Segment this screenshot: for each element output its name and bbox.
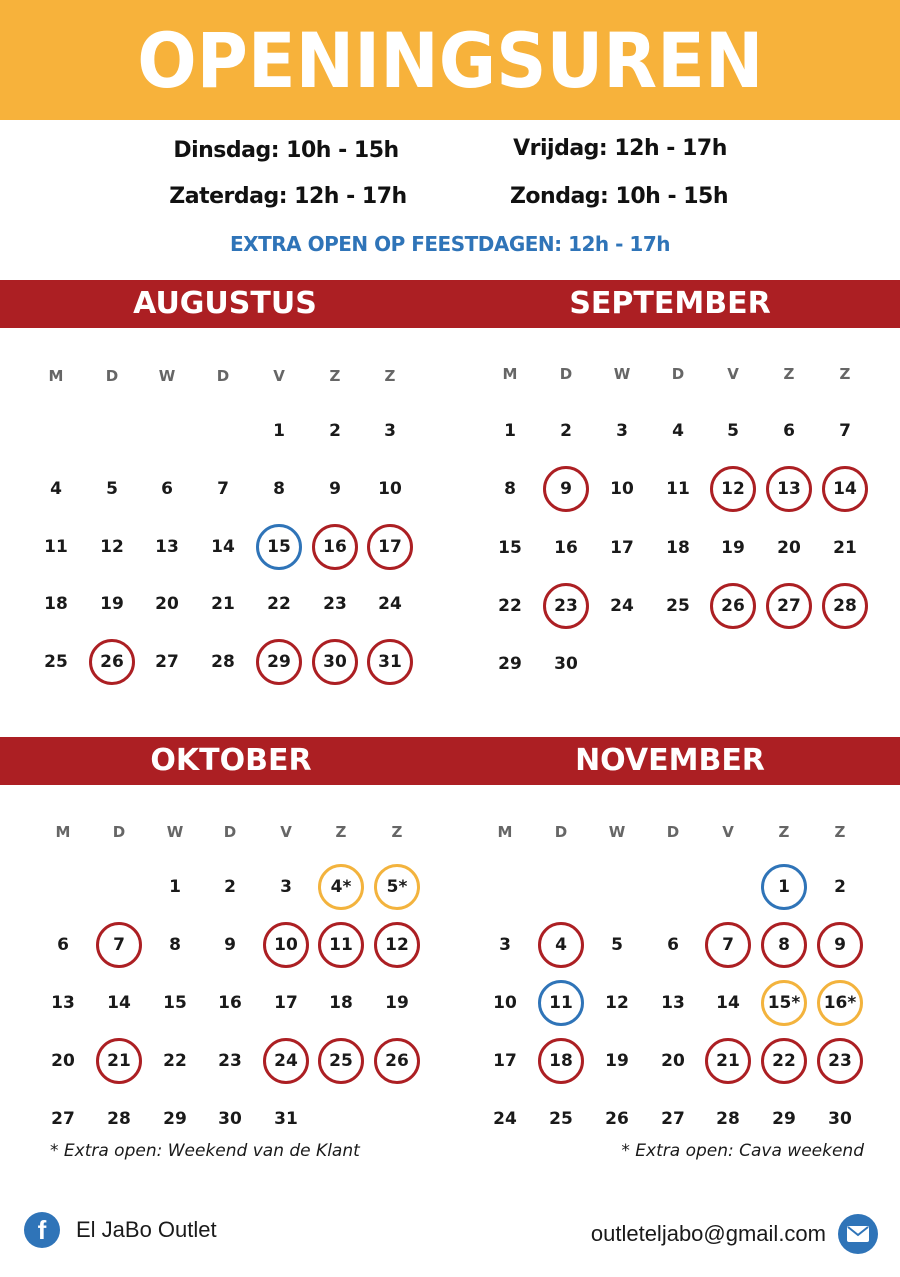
weekday-header: M [48, 367, 64, 385]
day-september-14: 14 [822, 466, 868, 512]
day-september-29: 29 [498, 654, 522, 675]
day-november-12: 12 [605, 993, 629, 1013]
day-september-25: 25 [666, 595, 690, 616]
day-september-5: 5 [727, 421, 739, 441]
day-august-31: 31 [367, 639, 413, 685]
day-november-25: 25 [549, 1109, 573, 1129]
weekday-header: W [158, 367, 176, 385]
email-link[interactable] [591, 1214, 878, 1254]
day-september-15: 15 [498, 537, 522, 558]
facebook-name: El JaBo Outlet [76, 1217, 217, 1242]
day-september-30: 30 [554, 654, 578, 675]
day-october-10: 10 [263, 922, 309, 968]
day-november-7: 7 [705, 922, 751, 968]
day-august-22: 22 [267, 594, 291, 615]
weekday-header: Z [778, 823, 790, 841]
day-october-2: 2 [224, 877, 236, 897]
day-november-20: 20 [661, 1051, 685, 1071]
day-october-18: 18 [329, 993, 353, 1013]
day-november-30: 30 [828, 1109, 852, 1129]
day-september-9: 9 [543, 466, 589, 512]
day-november-11: 11 [538, 980, 584, 1026]
day-august-5: 5 [106, 478, 118, 499]
weekday-header: V [727, 365, 739, 383]
day-september-21: 21 [833, 537, 857, 558]
weekday-header: D [671, 365, 685, 383]
weekday-header: Z [783, 365, 795, 383]
note-october: * Extra open: Weekend van de Klant [50, 1141, 360, 1161]
day-october-11: 11 [318, 922, 364, 968]
day-november-27: 27 [661, 1109, 685, 1129]
day-november-1: 1 [761, 864, 807, 910]
day-september-4: 4 [672, 421, 684, 441]
day-october-16: 16 [218, 993, 242, 1013]
day-november-23: 23 [817, 1038, 863, 1084]
day-august-26: 26 [89, 639, 135, 685]
day-september-16: 16 [554, 537, 578, 558]
day-august-15: 15 [256, 524, 302, 570]
month-bar-bottom [0, 737, 900, 785]
day-september-22: 22 [498, 595, 522, 616]
day-october-20: 20 [51, 1051, 75, 1071]
facebook-icon: f [24, 1212, 60, 1248]
day-october-1: 1 [169, 877, 181, 897]
day-october-21: 21 [96, 1038, 142, 1084]
day-august-18: 18 [44, 594, 68, 615]
envelope-icon [838, 1214, 878, 1254]
day-october-24: 24 [263, 1038, 309, 1084]
weekday-header: M [497, 823, 513, 841]
weekday-header: W [613, 365, 631, 383]
day-october-22: 22 [163, 1051, 187, 1071]
month-title-september: SEPTEMBER [569, 286, 771, 321]
facebook-link[interactable] [24, 1212, 217, 1248]
day-august-30: 30 [312, 639, 358, 685]
weekday-header: V [273, 367, 285, 385]
weekday-header: D [105, 367, 119, 385]
day-october-8: 8 [169, 935, 181, 955]
day-november-19: 19 [605, 1051, 629, 1071]
day-october-3: 3 [280, 877, 292, 897]
day-october-13: 13 [51, 993, 75, 1013]
day-september-24: 24 [610, 595, 634, 616]
extra-holiday-hours: EXTRA OPEN OP FEESTDAGEN: 12h - 17h [230, 232, 670, 256]
day-november-22: 22 [761, 1038, 807, 1084]
day-november-3: 3 [499, 935, 511, 955]
day-august-27: 27 [155, 652, 179, 673]
day-november-17: 17 [493, 1051, 517, 1071]
day-october-19: 19 [385, 993, 409, 1013]
day-august-4: 4 [50, 478, 62, 499]
day-september-27: 27 [766, 583, 812, 629]
weekday-header: Z [384, 367, 396, 385]
page-title: OPENINGSUREN [136, 15, 764, 105]
day-october-14: 14 [107, 993, 131, 1013]
day-october-5: 5* [374, 864, 420, 910]
day-september-10: 10 [610, 479, 634, 500]
day-october-29: 29 [163, 1109, 187, 1129]
day-november-15: 15* [761, 980, 807, 1026]
weekday-header: Z [329, 367, 341, 385]
day-november-10: 10 [493, 993, 517, 1013]
month-bar-top [0, 280, 900, 328]
hours-friday: Vrijdag: 12h - 17h [513, 136, 727, 161]
day-september-2: 2 [560, 421, 572, 441]
weekday-header: M [55, 823, 71, 841]
day-october-12: 12 [374, 922, 420, 968]
email-address: outleteljabo@gmail.com [590, 1221, 826, 1246]
month-title-october: OKTOBER [150, 743, 312, 778]
weekday-header: Z [834, 823, 846, 841]
day-november-9: 9 [817, 922, 863, 968]
weekday-header: W [166, 823, 184, 841]
day-november-16: 16* [817, 980, 863, 1026]
month-title-november: NOVEMBER [575, 743, 765, 778]
weekday-header: Z [335, 823, 347, 841]
day-august-16: 16 [312, 524, 358, 570]
day-august-28: 28 [211, 652, 235, 673]
day-october-7: 7 [96, 922, 142, 968]
day-october-31: 31 [274, 1109, 298, 1129]
header-banner [0, 0, 900, 120]
day-august-23: 23 [323, 594, 347, 615]
day-august-20: 20 [155, 594, 179, 615]
day-november-4: 4 [538, 922, 584, 968]
weekday-header: W [608, 823, 626, 841]
day-november-2: 2 [834, 877, 846, 897]
weekday-header: V [280, 823, 292, 841]
day-october-28: 28 [107, 1109, 131, 1129]
day-august-25: 25 [44, 652, 68, 673]
day-august-10: 10 [378, 478, 402, 499]
day-october-9: 9 [224, 935, 236, 955]
day-august-19: 19 [100, 594, 124, 615]
day-september-20: 20 [777, 537, 801, 558]
day-september-23: 23 [543, 583, 589, 629]
day-august-24: 24 [378, 594, 402, 615]
day-november-18: 18 [538, 1038, 584, 1084]
day-september-7: 7 [839, 421, 851, 441]
day-august-12: 12 [100, 536, 124, 557]
day-november-24: 24 [493, 1109, 517, 1129]
day-october-30: 30 [218, 1109, 242, 1129]
weekday-header: D [559, 365, 573, 383]
weekday-header: Z [839, 365, 851, 383]
day-september-11: 11 [666, 479, 690, 500]
day-september-3: 3 [616, 421, 628, 441]
day-september-19: 19 [721, 537, 745, 558]
day-november-13: 13 [661, 993, 685, 1013]
hours-tuesday: Dinsdag: 10h - 15h [173, 138, 399, 163]
month-title-august: AUGUSTUS [133, 286, 317, 321]
day-august-11: 11 [44, 536, 68, 557]
weekday-header: M [502, 365, 518, 383]
day-september-13: 13 [766, 466, 812, 512]
weekday-header: D [554, 823, 568, 841]
day-august-3: 3 [384, 421, 396, 441]
day-november-29: 29 [772, 1109, 796, 1129]
weekday-header: V [722, 823, 734, 841]
day-november-28: 28 [716, 1109, 740, 1129]
day-november-8: 8 [761, 922, 807, 968]
weekday-header: Z [391, 823, 403, 841]
day-september-17: 17 [610, 537, 634, 558]
day-october-6: 6 [57, 935, 69, 955]
weekday-header: D [216, 367, 230, 385]
day-october-4: 4* [318, 864, 364, 910]
day-november-26: 26 [605, 1109, 629, 1129]
day-november-14: 14 [716, 993, 740, 1013]
weekday-header: D [112, 823, 126, 841]
day-october-23: 23 [218, 1051, 242, 1071]
day-september-28: 28 [822, 583, 868, 629]
day-october-17: 17 [274, 993, 298, 1013]
hours-saturday: Zaterdag: 12h - 17h [169, 184, 407, 209]
day-august-6: 6 [161, 478, 173, 499]
day-august-14: 14 [211, 536, 235, 557]
day-september-1: 1 [504, 421, 516, 441]
day-september-26: 26 [710, 583, 756, 629]
day-august-8: 8 [273, 478, 285, 499]
day-august-2: 2 [329, 421, 341, 441]
day-october-27: 27 [51, 1109, 75, 1129]
weekday-header: D [223, 823, 237, 841]
day-september-18: 18 [666, 537, 690, 558]
hours-sunday: Zondag: 10h - 15h [509, 184, 729, 209]
day-august-21: 21 [211, 594, 235, 615]
day-september-12: 12 [710, 466, 756, 512]
day-august-9: 9 [329, 478, 341, 499]
day-november-5: 5 [611, 935, 623, 955]
day-august-29: 29 [256, 639, 302, 685]
day-october-26: 26 [374, 1038, 420, 1084]
opening-hours [0, 120, 900, 280]
day-november-21: 21 [705, 1038, 751, 1084]
note-november: * Extra open: Cava weekend [621, 1141, 864, 1161]
day-august-17: 17 [367, 524, 413, 570]
day-august-1: 1 [273, 421, 285, 441]
day-august-7: 7 [217, 478, 229, 499]
day-october-15: 15 [163, 993, 187, 1013]
day-november-6: 6 [667, 935, 679, 955]
day-august-13: 13 [155, 536, 179, 557]
day-september-6: 6 [783, 421, 795, 441]
day-september-8: 8 [504, 479, 516, 500]
day-october-25: 25 [318, 1038, 364, 1084]
weekday-header: D [666, 823, 680, 841]
